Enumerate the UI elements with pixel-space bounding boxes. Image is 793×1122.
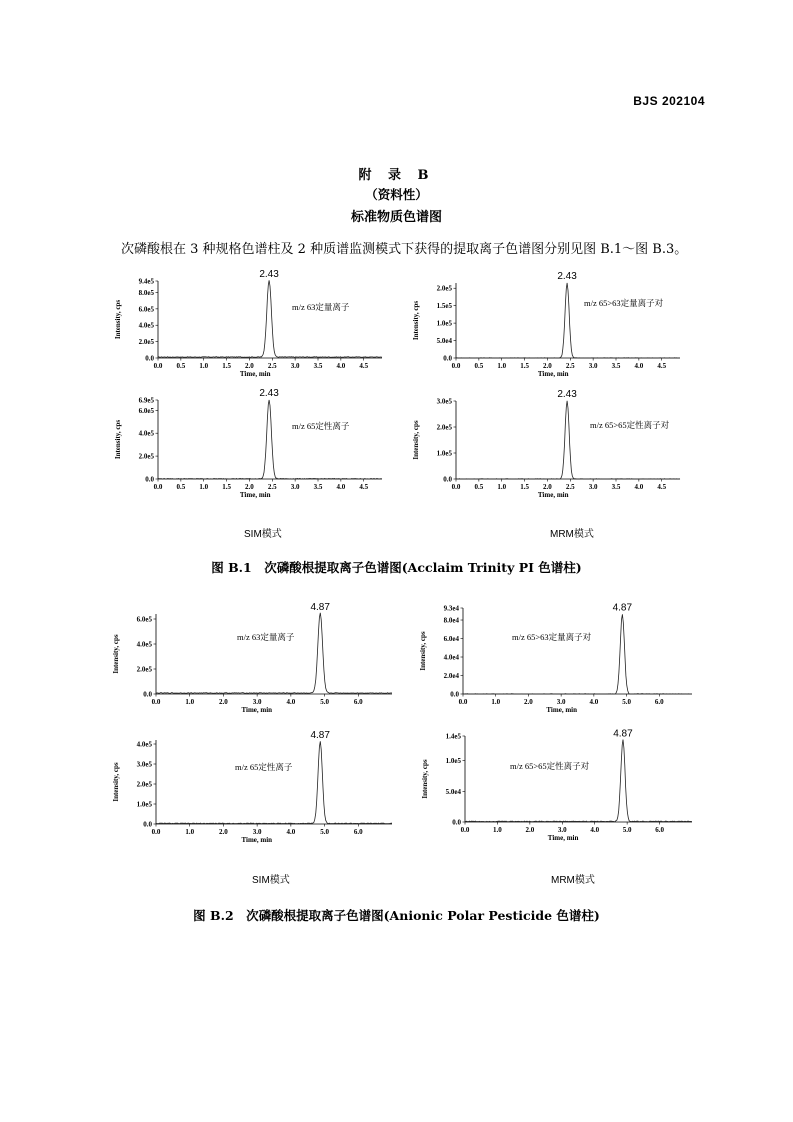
y-axis-label: Intensity, cps: [412, 420, 420, 460]
document-code: BJS 202104: [633, 94, 705, 108]
x-tick-label: 2.0: [525, 826, 535, 834]
y-tick-label: 0.0: [145, 475, 154, 484]
x-axis-label: Time, min: [537, 370, 569, 378]
y-tick-label: 6.0e5: [138, 406, 154, 415]
ion-annotation: m/z 65定性离子: [235, 762, 293, 772]
y-tick-label: 2.0e4: [443, 672, 459, 681]
y-tick-label: 0.0: [452, 818, 461, 827]
x-tick-label: 2.0: [245, 483, 254, 491]
x-axis-label: Time, min: [537, 491, 569, 499]
chromatogram-f2-mrm-quant: [419, 602, 692, 714]
y-tick-label: 2.0e5: [136, 665, 152, 674]
x-axis-label: Time, min: [241, 836, 273, 844]
y-tick-label: 5.0e4: [436, 337, 452, 346]
y-axis-label: Intensity, cps: [412, 300, 420, 341]
x-tick-label: 4.0: [336, 362, 346, 370]
x-tick-label: 0.0: [460, 826, 470, 834]
x-tick-label: 3.0: [556, 698, 566, 706]
y-tick-label: 0.0: [145, 354, 154, 363]
y-tick-label: 1.0e5: [436, 449, 452, 458]
y-axis-label: Intensity, cps: [112, 762, 120, 802]
ion-annotation: m/z 65定性离子: [292, 421, 350, 431]
fig2-mrm-mode-label: MRM模式: [551, 875, 595, 886]
y-tick-label: 4.0e5: [136, 740, 152, 749]
peak-label: 2.43: [259, 269, 279, 280]
x-axis-label: Time, min: [241, 706, 273, 714]
x-tick-label: 2.5: [565, 483, 575, 491]
y-axis-label: Intensity, cps: [419, 631, 427, 671]
x-tick-label: 2.0: [219, 698, 228, 706]
y-tick-label: 3.0e5: [436, 397, 452, 406]
x-tick-label: 4.0: [286, 828, 296, 836]
x-tick-label: 2.5: [267, 483, 277, 491]
x-axis-label: Time, min: [239, 370, 271, 378]
y-tick-label: 0.0: [143, 690, 152, 699]
x-tick-label: 3.0: [588, 483, 598, 491]
x-tick-label: 4.0: [590, 826, 600, 834]
y-tick-label: 6.0e4: [443, 635, 459, 644]
x-tick-label: 0.5: [474, 362, 484, 370]
chromatogram-f2-sim-qual: [112, 730, 392, 844]
x-tick-label: 1.5: [222, 483, 231, 491]
figure2-caption: 图 B.2 次磷酸根提取离子色谱图(Anionic Polar Pesticide 色谱柱): [193, 908, 600, 923]
peak-label: 2.43: [259, 388, 279, 399]
x-tick-label: 4.5: [359, 483, 369, 491]
y-tick-label: 9.3e4: [443, 604, 459, 613]
chromatogram-trace: [456, 401, 680, 479]
y-tick-label: 2.0e5: [436, 284, 452, 293]
x-tick-label: 5.0: [622, 826, 632, 834]
y-tick-label: 6.9e5: [138, 396, 154, 405]
y-tick-label: 1.4e5: [445, 732, 461, 741]
x-tick-label: 1.0: [185, 698, 195, 706]
y-tick-label: 1.0e5: [436, 319, 452, 328]
chromatogram-f1-sim-qual: [114, 388, 382, 499]
x-tick-label: 2.0: [543, 483, 552, 491]
y-tick-label: 6.0e5: [138, 305, 154, 314]
y-tick-label: 6.0e5: [136, 615, 152, 624]
chromatogram-trace: [156, 741, 392, 823]
figure1-caption: 图 B.1 次磷酸根提取离子色谱图(Acclaim Trinity PI 色谱柱): [211, 560, 582, 575]
y-axis-label: Intensity, cps: [421, 759, 429, 799]
chromatogram-trace: [158, 400, 382, 479]
x-tick-label: 4.0: [634, 483, 644, 491]
x-tick-label: 6.0: [654, 698, 664, 706]
y-tick-label: 5.0e4: [445, 787, 461, 796]
appendix-subtitle: 标准物质色谱图: [350, 210, 442, 225]
x-tick-label: 6.0: [353, 828, 363, 836]
x-tick-label: 1.0: [185, 828, 195, 836]
x-tick-label: 0.0: [458, 698, 468, 706]
x-tick-label: 3.5: [313, 483, 323, 491]
x-tick-label: 0.5: [176, 483, 186, 491]
ion-annotation: m/z 65>65定性离子对: [510, 761, 590, 771]
x-tick-label: 1.5: [222, 362, 231, 370]
x-tick-label: 1.0: [491, 698, 501, 706]
y-tick-label: 1.0e5: [445, 757, 461, 766]
y-tick-label: 2.0e5: [436, 423, 452, 432]
y-tick-label: 8.0e4: [443, 616, 459, 625]
x-tick-label: 2.0: [219, 828, 228, 836]
fig1-sim-mode-label: SIM模式: [244, 529, 282, 540]
peak-label: 4.87: [612, 602, 633, 614]
x-tick-label: 5.0: [320, 828, 329, 836]
y-tick-label: 4.0e4: [443, 653, 459, 662]
x-tick-label: 3.5: [611, 362, 621, 370]
x-tick-label: 2.5: [267, 362, 277, 370]
x-tick-label: 1.5: [520, 362, 529, 370]
appendix-title: 附 录 B: [358, 168, 435, 183]
x-tick-label: 4.5: [359, 362, 369, 370]
x-tick-label: 0.0: [151, 698, 161, 706]
chromatogram-trace: [158, 280, 382, 357]
y-tick-label: 4.0e5: [136, 640, 152, 649]
y-tick-label: 9.4e5: [138, 277, 154, 286]
appendix-nature: （资料性）: [365, 187, 428, 202]
y-tick-label: 4.0e5: [138, 429, 154, 438]
y-tick-label: 3.0e5: [136, 760, 152, 769]
x-axis-label: Time, min: [546, 706, 578, 714]
x-tick-label: 0.0: [151, 828, 161, 836]
y-tick-label: 8.0e5: [138, 288, 154, 297]
chromatogram-trace: [156, 613, 392, 694]
x-tick-label: 0.0: [451, 362, 461, 370]
x-tick-label: 0.5: [176, 362, 186, 370]
ion-annotation: m/z 65>63定量离子对: [512, 632, 592, 642]
x-tick-label: 1.0: [497, 362, 507, 370]
x-tick-label: 3.0: [252, 828, 262, 836]
x-tick-label: 1.0: [199, 362, 209, 370]
x-tick-label: 3.0: [252, 698, 262, 706]
peak-label: 2.43: [557, 271, 577, 282]
x-tick-label: 3.0: [290, 362, 300, 370]
y-tick-label: 0.0: [143, 820, 152, 829]
ion-annotation: m/z 65>65定性离子对: [590, 420, 670, 430]
x-tick-label: 4.5: [657, 483, 667, 491]
y-tick-label: 1.0e5: [136, 800, 152, 809]
ion-annotation: m/z 65>63定量离子对: [584, 298, 664, 308]
y-tick-label: 4.0e5: [138, 321, 154, 330]
ion-annotation: m/z 63定量离子: [237, 632, 295, 642]
chromatogram-f1-mrm-qual: [412, 389, 680, 499]
fig2-sim-mode-label: SIM模式: [252, 875, 290, 886]
y-axis-label: Intensity, cps: [114, 419, 122, 460]
chromatogram-trace: [463, 614, 692, 694]
peak-label: 4.87: [613, 728, 633, 740]
y-tick-label: 0.0: [443, 354, 452, 363]
y-tick-label: 1.5e5: [436, 302, 452, 311]
y-tick-label: 2.0e5: [138, 452, 154, 461]
x-tick-label: 0.5: [474, 483, 484, 491]
chromatogram-f2-sim-quant: [112, 602, 392, 714]
x-tick-label: 4.0: [336, 483, 346, 491]
ion-annotation: m/z 63定量离子: [292, 302, 350, 312]
x-tick-label: 1.0: [199, 483, 209, 491]
y-tick-label: 2.0e5: [136, 780, 152, 789]
x-tick-label: 4.0: [286, 698, 296, 706]
x-tick-label: 2.0: [245, 362, 254, 370]
x-tick-label: 2.0: [543, 362, 552, 370]
y-axis-label: Intensity, cps: [112, 634, 120, 674]
x-tick-label: 3.0: [557, 826, 567, 834]
x-tick-label: 4.0: [634, 362, 644, 370]
x-tick-label: 2.5: [565, 362, 575, 370]
x-axis-label: Time, min: [547, 834, 579, 842]
chromatogram-trace: [456, 283, 680, 358]
x-tick-label: 0.0: [451, 483, 461, 491]
x-tick-label: 1.5: [520, 483, 529, 491]
x-tick-label: 2.0: [524, 698, 533, 706]
y-tick-label: 2.0e5: [138, 338, 154, 347]
x-tick-label: 0.0: [153, 362, 163, 370]
x-tick-label: 1.0: [493, 826, 502, 834]
x-tick-label: 4.0: [589, 698, 599, 706]
x-tick-label: 0.0: [153, 483, 163, 491]
x-tick-label: 3.0: [290, 483, 300, 491]
x-tick-label: 3.0: [588, 362, 598, 370]
peak-label: 4.87: [310, 602, 330, 613]
x-tick-label: 5.0: [622, 698, 631, 706]
peak-label: 4.87: [310, 730, 330, 741]
x-tick-label: 1.0: [497, 483, 507, 491]
chromatogram-trace: [465, 740, 692, 822]
chromatogram-f2-mrm-qual: [421, 728, 692, 842]
x-tick-label: 3.5: [611, 483, 621, 491]
y-tick-label: 0.0: [450, 690, 459, 699]
x-tick-label: 5.0: [320, 698, 329, 706]
chromatogram-f1-sim-quant: [114, 269, 382, 378]
y-axis-label: Intensity, cps: [114, 299, 122, 340]
fig1-mrm-mode-label: MRM模式: [550, 529, 594, 540]
intro-paragraph: 次磷酸根在 3 种规格色谱柱及 2 种质谱监测模式下获得的提取离子色谱图分别见图 B.1～图 B.3。: [121, 242, 688, 257]
peak-label: 2.43: [557, 389, 577, 400]
x-axis-label: Time, min: [239, 491, 271, 499]
chromatogram-f1-mrm-quant: [412, 271, 680, 378]
y-tick-label: 0.0: [443, 475, 452, 484]
x-tick-label: 4.5: [657, 362, 667, 370]
x-tick-label: 6.0: [655, 826, 664, 834]
x-tick-label: 3.5: [313, 362, 323, 370]
x-tick-label: 6.0: [353, 698, 363, 706]
